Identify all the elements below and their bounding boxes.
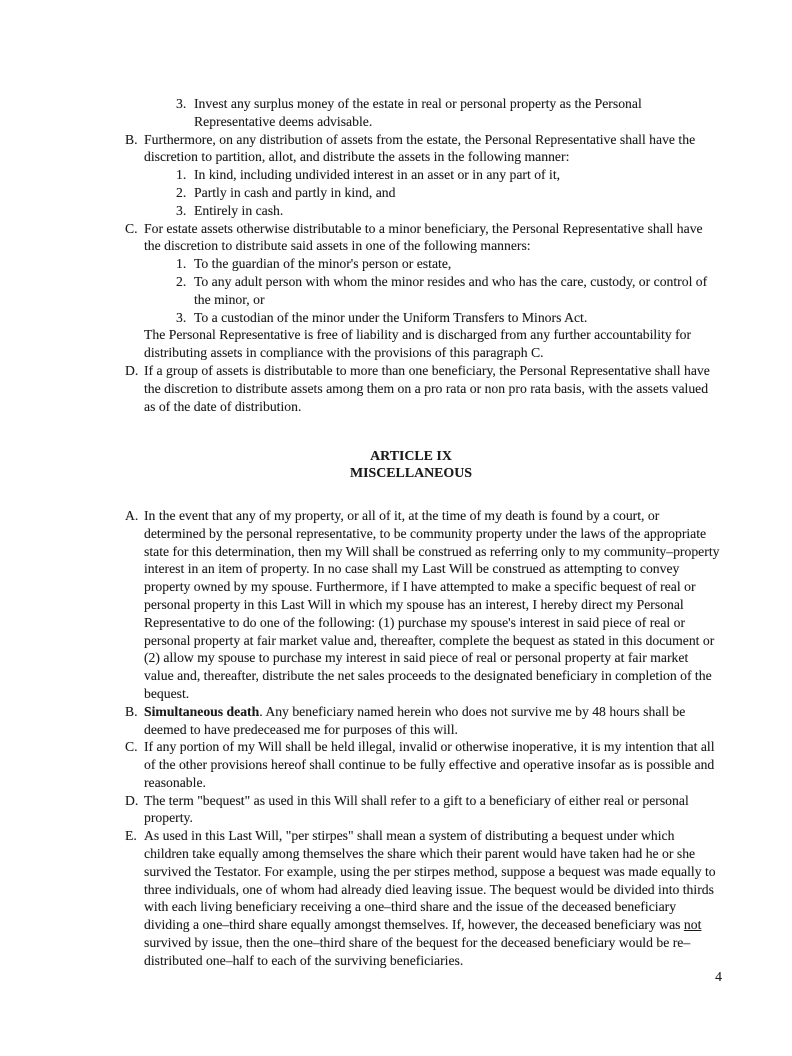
list-marker: E. — [125, 828, 137, 844]
text-run: For estate assets otherwise distributable to a minor beneficiary, the Personal Representative shall have the discretion to distribute said assets in one of the following manners: — [144, 220, 703, 254]
list-marker: 2. — [176, 273, 187, 289]
list-item — [125, 131, 721, 167]
list-item — [176, 273, 721, 309]
text-run: In the event that any of my property, or all of it, at the time of my death is found by a court, or determined by the personal representative, to be community property under the laws of the appropriate state for this determination, then my Will shall be construed as referring only to my community–property interest in an item of property. In no case shall my Last Will be construed as attempting to convey property owned by my spouse. Furthermore, if I have attempted to make a specific bequest of real or personal property in this Last Will in which my spouse has an interest, I hereby direct my Personal Representative to do one of the following: (1) purchase my spouse's interest in said piece of real or personal property at fair market value and, thereafter, complete the bequest as stated in this document or (2) allow my spouse to purchase my interest in said piece of real or personal property at fair market value and, thereafter, distribute the net sales proceeds to the designated beneficiary in completion of the bequest. — [144, 507, 720, 701]
document-body — [125, 95, 721, 970]
text-run: The Personal Representative is free of liability and is discharged from any further accountability for distributing assets in compliance with the provisions of this paragraph C. — [144, 327, 692, 361]
text-run: The term "bequest" as used in this Will shall refer to a gift to a beneficiary of either real or personal property. — [144, 792, 689, 826]
list-marker: C. — [125, 739, 138, 755]
text-run: . Any beneficiary named herein who does not survive me by 48 hours shall be deemed to have predeceased me for purposes of this will. — [144, 703, 686, 737]
list-item — [176, 184, 721, 202]
page-number: 4 — [715, 969, 722, 984]
list-item — [176, 202, 721, 220]
list-marker: 2. — [176, 184, 187, 200]
text-run: survived by issue, then the one–third share of the bequest for the deceased beneficiary would be re–distributed one–half to each of the surviving beneficiaries. — [144, 935, 691, 968]
text-run: As used in this Last Will, "per stirpes" shall mean a system of distributing a bequest under which children take equally among themselves the share which their parent would have taken had he or she survived the Testator. For example, using the per stirpes method, suppose a bequest was made equally to three individuals, one of whom had already died leaving issue. The bequest would be divided into thirds with each living beneficiary receiving a one–third share and the issue of the deceased beneficiary dividing a one–third share equally amongst themselves. If, however, the deceased beneficiary was — [144, 828, 716, 933]
text-run: If any portion of my Will shall be held illegal, invalid or otherwise inoperative, it is my intention that all of the other provisions hereof shall continue to be fully effective and operative insofar as is possible and reasonable. — [144, 739, 715, 790]
list-item — [125, 220, 721, 256]
list-item — [125, 362, 721, 415]
list-item — [176, 255, 721, 273]
list-item — [125, 738, 721, 791]
list-marker: 3. — [176, 309, 187, 325]
list-marker: D. — [125, 362, 139, 378]
text-run: Invest any surplus money of the estate in real or personal property as the Personal Representative deems advisable. — [194, 96, 642, 129]
text-run: not — [683, 917, 702, 933]
article-heading-line: ARTICLE IX — [370, 449, 452, 465]
list-marker: B. — [125, 703, 138, 719]
list-item — [125, 792, 721, 828]
text-run: Furthermore, on any distribution of assets from the estate, the Personal Representative shall have the discretion to partition, allot, and distribute the assets in the following manner: — [144, 131, 696, 165]
text-run: Simultaneous death — [144, 703, 260, 719]
list-marker: B. — [125, 131, 138, 147]
list-item — [176, 309, 721, 327]
list-marker: A. — [125, 507, 139, 523]
text-run: To a custodian of the minor under the Uniform Transfers to Minors Act. — [194, 309, 588, 325]
article-heading — [125, 449, 697, 483]
list-marker: 3. — [176, 202, 187, 218]
list-marker: 1. — [176, 256, 187, 272]
text-run: If a group of assets is distributable to more than one beneficiary, the Personal Representative shall have the discretion to distribute assets among them on a pro rata or non pro rata basis, with the assets valued as of the date of distribution. — [144, 362, 710, 414]
list-item — [176, 166, 721, 184]
list-item — [125, 703, 721, 739]
list-marker: 1. — [176, 167, 187, 183]
text-run: Entirely in cash. — [194, 202, 284, 218]
list-marker: D. — [125, 792, 139, 808]
list-marker: C. — [125, 220, 138, 236]
list-marker: 3. — [176, 96, 187, 111]
article-heading-line: MISCELLANEOUS — [350, 466, 472, 482]
list-item — [125, 507, 721, 703]
text-run: Partly in cash and partly in kind, and — [194, 184, 396, 200]
list-item — [176, 95, 721, 131]
text-run: In kind, including undivided interest in an asset or in any part of it, — [194, 167, 561, 183]
text-run: To the guardian of the minor's person or estate, — [194, 256, 452, 272]
text-run: To any adult person with whom the minor resides and who has the care, custody, or control of the minor, or — [194, 273, 708, 307]
paragraph-continuation — [144, 326, 721, 362]
list-item — [125, 827, 721, 969]
